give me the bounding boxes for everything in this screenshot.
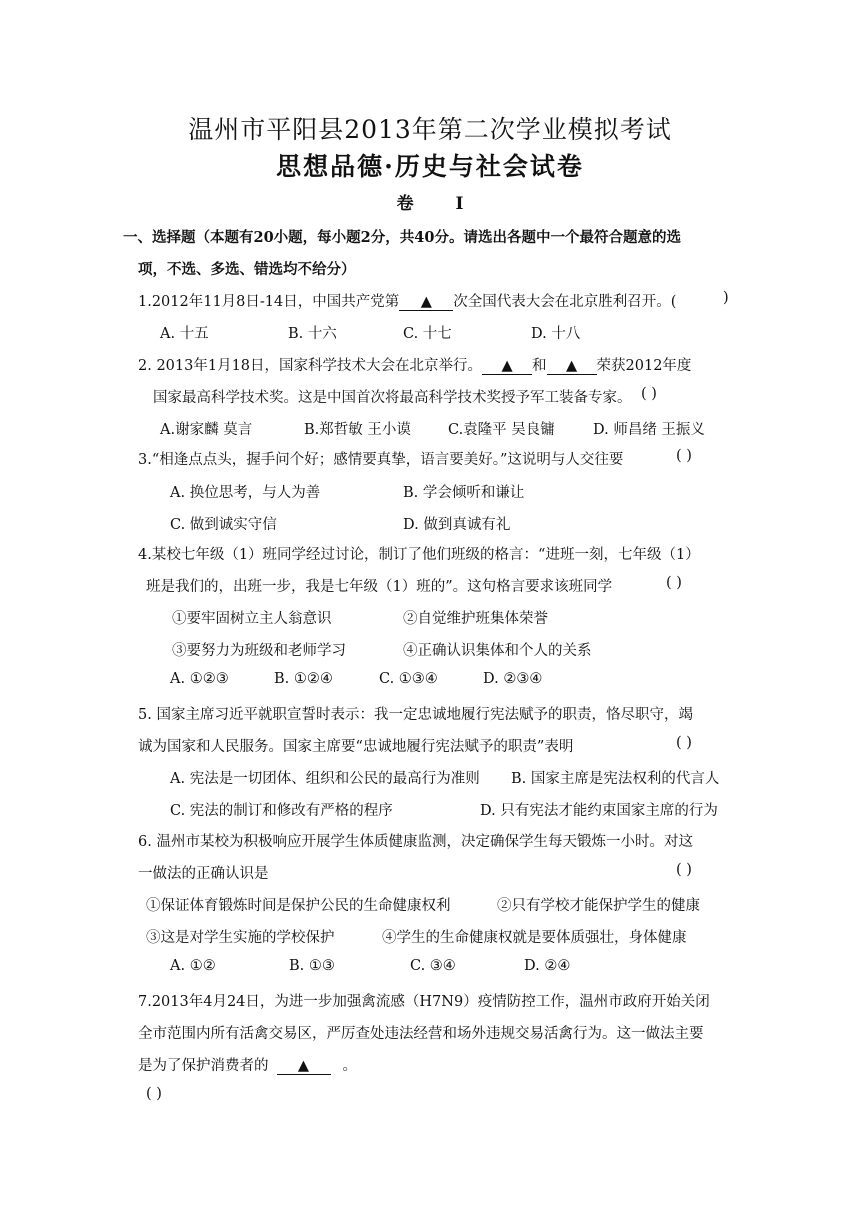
option-b: B.郑哲敏 王小谟 <box>304 422 411 438</box>
option-a: A. 十五 <box>160 326 209 342</box>
answer-paren: ( ) <box>676 735 692 751</box>
option-a: A. ①②③ <box>170 671 229 687</box>
statement-2: ②自觉维护班集体荣誉 <box>403 611 548 627</box>
statement-2: ②只有学校才能保护学生的健康 <box>497 898 700 914</box>
question-2-cont: 国家最高科学技术奖。这是中国首次将最高科学技术奖授予军工装备专家。 <box>153 390 632 406</box>
question-6: 6. 温州市某校为积极响应开展学生体质健康监测，决定确保学生每天锻炼一小时。对这 <box>138 834 693 850</box>
option-d: D. ②④ <box>524 958 571 974</box>
answer-paren-close: ) <box>723 290 729 306</box>
option-b: B. 十六 <box>288 326 337 342</box>
option-a: A. 宪法是一切团体、组织和公民的最高行为准则 <box>170 771 480 787</box>
option-a: A.谢家麟 莫言 <box>160 422 253 438</box>
statement-1: ①要牢固树立主人翁意识 <box>172 611 332 627</box>
option-a: A. 换位思考，与人为善 <box>170 485 321 501</box>
question-4: 4.某校七年级（1）班同学经过讨论，制订了他们班级的格言：“进班一刻，七年级（1） <box>138 547 700 563</box>
answer-blank: ▲ <box>277 1059 331 1075</box>
answer-paren: ( ) <box>146 1086 162 1102</box>
statement-3: ③这是对学生实施的学校保护 <box>146 930 335 946</box>
question-1-text-end: 次全国代表大会在北京胜利召开。( <box>453 294 677 310</box>
option-c: C. 宪法的制订和修改有严格的程序 <box>170 803 393 819</box>
answer-blank: ▲ <box>547 359 597 375</box>
question-2-and: 和 <box>532 358 547 374</box>
question-1-text: 1.2012年11月8日-14日，中国共产党第 <box>138 294 400 310</box>
statement-1: ①保证体育锻炼时间是保护公民的生命健康权利 <box>146 898 451 914</box>
option-c: C. ③④ <box>410 958 456 974</box>
option-b: B. 国家主席是宪法权利的代言人 <box>511 771 720 787</box>
answer-paren: ( ) <box>676 448 692 464</box>
question-1 <box>138 290 676 311</box>
volume-heading: 卷 Ⅰ <box>396 194 482 214</box>
section-heading: 一、选择题（本题有20小题，每小题2分，共40分。请选出各题中一个最符合题意的选 <box>123 229 681 246</box>
question-2 <box>138 354 691 375</box>
option-d: D. 十八 <box>531 326 581 342</box>
option-c: C. 做到诚实守信 <box>170 517 277 533</box>
question-5: 5. 国家主席习近平就职宣誓时表示：我一定忠诚地履行宪法赋予的职责，恪尽职守，竭 <box>138 707 693 723</box>
statement-4: ④学生的生命健康权就是要体质强壮，身体健康 <box>382 930 687 946</box>
question-2-text: 2. 2013年1月18日，国家科学技术大会在北京举行。 <box>138 358 483 374</box>
question-7: 7.2013年4月24日，为进一步加强禽流感（H7N9）疫情防控工作，温州市政府开始关闭 <box>138 994 710 1010</box>
option-c: C. ①③④ <box>379 671 438 687</box>
question-3: 3.“相逢点点头，握手问个好；感情要真挚，语言要美好。”这说明与人交往要 <box>138 452 624 468</box>
answer-paren: ( ) <box>666 575 682 591</box>
question-7-period: 。 <box>342 1058 357 1074</box>
statement-3: ③要努力为班级和老师学习 <box>172 643 346 659</box>
option-d: D. ②③④ <box>483 671 543 687</box>
answer-blank: ▲ <box>482 359 532 375</box>
option-b: B. ①②④ <box>274 671 333 687</box>
statement-4: ④正确认识集体和个人的关系 <box>403 643 592 659</box>
option-d: D. 师昌绪 王振义 <box>593 422 705 438</box>
question-4-cont: 班是我们的，出班一步，我是七年级（1）班的”。这句格言要求该班同学 <box>146 579 613 595</box>
option-b: B. ①③ <box>289 958 335 974</box>
option-a: A. ①② <box>170 958 216 974</box>
exam-title: 温州市平阳县2013年第二次学业模拟考试 <box>188 115 672 144</box>
question-7-cont: 全市范围内所有活禽交易区，严厉查处违法经营和场外违规交易活禽行为。这一做法主要 <box>138 1026 704 1042</box>
question-6-cont: 一做法的正确认识是 <box>138 866 269 882</box>
option-d: D. 只有宪法才能约束国家主席的行为 <box>480 803 718 819</box>
answer-paren: ( ) <box>641 386 657 402</box>
answer-blank: ▲ <box>399 295 453 311</box>
question-2-text-end: 荣获2012年度 <box>596 358 692 374</box>
question-5-cont: 诚为国家和人民服务。国家主席要“忠诚地履行宪法赋予的职责”表明 <box>138 739 574 755</box>
option-d: D. 做到真诚有礼 <box>403 517 511 533</box>
option-c: C.袁隆平 吴良镛 <box>448 422 555 438</box>
section-heading-cont: 项，不选、多选、错选均不给分） <box>138 261 356 278</box>
answer-paren: ( ) <box>676 862 692 878</box>
exam-subtitle: 思想品德·历史与社会试卷 <box>276 152 584 181</box>
option-b: B. 学会倾听和谦让 <box>403 485 525 501</box>
option-c: C. 十七 <box>403 326 452 342</box>
question-7-text: 是为了保护消费者的 <box>138 1058 269 1074</box>
question-7-end <box>138 1054 357 1075</box>
